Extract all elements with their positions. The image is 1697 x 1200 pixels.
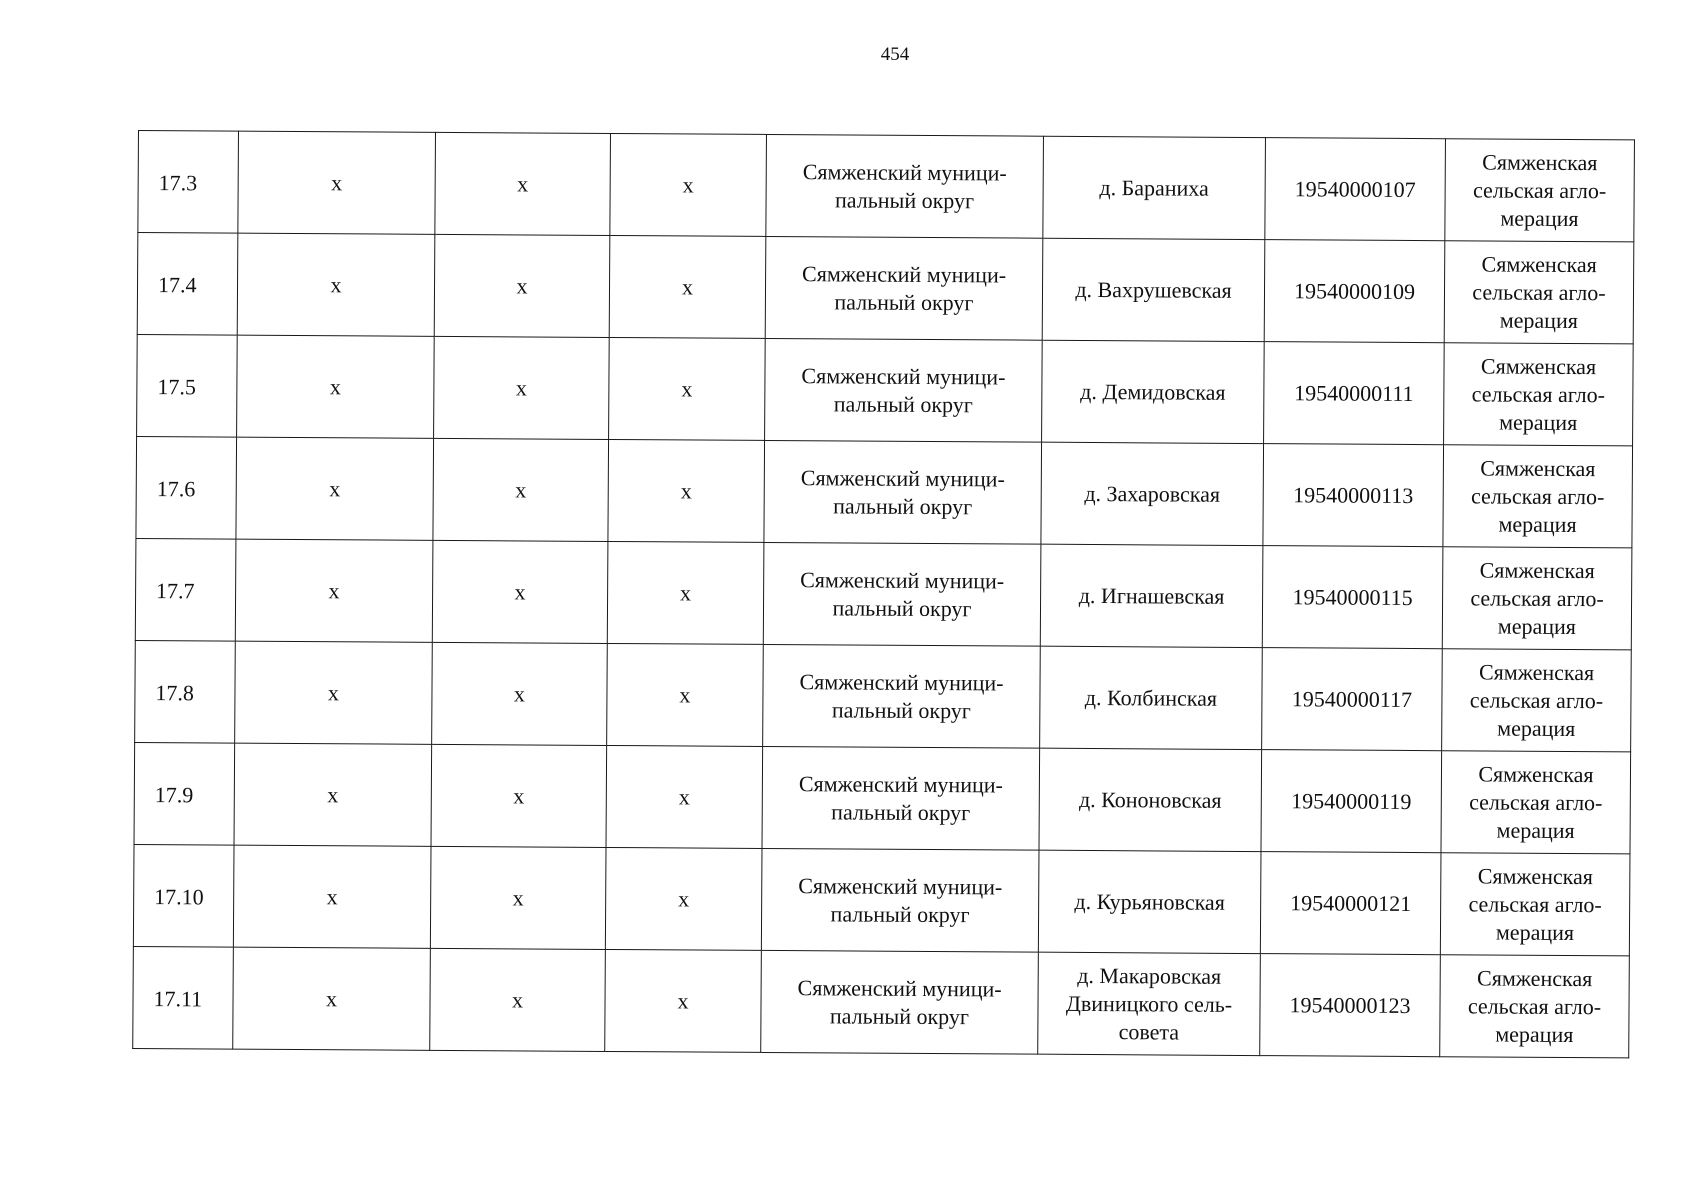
settlement-line: д. Захаровская — [1084, 480, 1221, 507]
row-number: 17.7 — [156, 578, 195, 604]
mark-cell — [236, 437, 434, 540]
mark-cell — [233, 947, 431, 1050]
agglomeration-cell — [1442, 547, 1632, 650]
mark-cell — [432, 642, 608, 745]
agglomeration-line: Сямженская — [1478, 760, 1594, 787]
code-cell — [1264, 240, 1445, 343]
mark-x: х — [682, 171, 694, 197]
municipality-line: Сямженский муници- — [800, 566, 1005, 593]
agglomeration-cell — [1445, 139, 1635, 242]
mark-cell — [235, 641, 433, 744]
municipality-cell — [763, 542, 1041, 646]
agglomeration-line: Сямженская — [1477, 862, 1593, 889]
agglomeration-line: Сямженская — [1480, 454, 1596, 481]
settlement-line: Двиницкого сель- — [1065, 990, 1233, 1017]
municipality-line: пальный округ — [831, 696, 971, 723]
agglomeration-line: мерация — [1498, 511, 1577, 537]
mark-cell — [610, 133, 767, 236]
settlement-line: д. Демидовская — [1080, 378, 1226, 405]
mark-cell — [434, 234, 610, 337]
agglomeration-cell — [1444, 241, 1634, 344]
agglomeration-line: сельская агло- — [1468, 890, 1602, 917]
mark-cell — [435, 132, 611, 235]
settlement-cell — [1042, 238, 1265, 341]
agglomeration-cell — [1440, 853, 1630, 956]
table-row — [133, 844, 1630, 955]
row-number-cell — [137, 334, 238, 437]
row-number-cell — [134, 742, 235, 845]
municipality-line: пальный округ — [834, 186, 975, 213]
row-number-cell — [136, 436, 237, 539]
mark-cell — [431, 744, 607, 847]
mark-cell — [606, 745, 763, 848]
municipality-line: Сямженский муници- — [801, 362, 1006, 389]
municipality-line: Сямженский муници- — [799, 668, 1004, 695]
agglomeration-line: Сямженская — [1480, 352, 1597, 379]
agglomeration-cell — [1444, 343, 1634, 446]
municipality-cell — [761, 950, 1039, 1054]
mark-cell — [607, 643, 764, 746]
code-cell — [1261, 750, 1442, 853]
row-number-cell — [133, 946, 234, 1049]
agglomeration-line: мерация — [1495, 919, 1575, 945]
settlement-code: 19540000109 — [1293, 277, 1416, 304]
agglomeration-line: сельская агло- — [1472, 176, 1607, 203]
agglomeration-cell — [1443, 445, 1633, 548]
row-number: 17.6 — [156, 476, 196, 502]
agglomeration-line: мерация — [1499, 409, 1578, 435]
agglomeration-line: сельская агло- — [1471, 380, 1606, 407]
municipality-line: Сямженский муници- — [798, 872, 1003, 899]
mark-x: х — [512, 884, 524, 910]
agglomeration-line: мерация — [1499, 307, 1578, 333]
municipality-line: пальный округ — [833, 390, 973, 417]
agglomeration-line: сельская агло- — [1470, 584, 1604, 611]
code-cell — [1260, 852, 1441, 955]
table-row — [136, 436, 1633, 547]
settlement-line: д. Бараниха — [1099, 174, 1209, 201]
mark-x: х — [681, 375, 693, 401]
row-number: 17.10 — [154, 884, 204, 910]
mark-x: х — [326, 883, 338, 909]
agglomeration-line: сельская агло- — [1469, 686, 1604, 713]
mark-cell — [609, 337, 766, 440]
mark-x: х — [679, 681, 691, 707]
table-row — [135, 538, 1632, 649]
municipality-line: пальный округ — [831, 798, 971, 825]
code-cell — [1263, 444, 1444, 547]
mark-cell — [237, 335, 435, 438]
row-number: 17.8 — [155, 680, 195, 706]
municipality-cell — [761, 848, 1039, 952]
table-row — [137, 334, 1634, 445]
municipality-line: пальный округ — [833, 492, 973, 519]
document-table-container — [132, 130, 1634, 1058]
page-number: 454 — [880, 44, 910, 65]
settlement-code: 19540000117 — [1291, 685, 1413, 712]
mark-x: х — [513, 782, 525, 808]
mark-x: х — [329, 475, 341, 501]
municipality-line: Сямженский муници- — [798, 770, 1003, 797]
mark-cell — [234, 743, 432, 846]
settlement-line: совета — [1118, 1018, 1180, 1045]
municipality-cell — [765, 338, 1043, 442]
mark-x: х — [511, 986, 524, 1012]
agglomeration-line: мерация — [1497, 715, 1576, 741]
row-number: 17.5 — [157, 374, 196, 400]
mark-x: х — [681, 273, 694, 299]
mark-x: х — [515, 476, 527, 502]
settlement-cell — [1042, 340, 1265, 443]
settlement-cell — [1043, 136, 1266, 239]
row-number-cell — [137, 233, 238, 336]
settlement-line: д. Вахрушевская — [1075, 276, 1232, 303]
table-row — [133, 946, 1630, 1057]
settlement-cell — [1038, 952, 1261, 1055]
agglomeration-line: сельская агло- — [1472, 278, 1606, 305]
mark-x: х — [515, 374, 527, 400]
settlement-line: д. Колбинская — [1084, 684, 1218, 711]
agglomeration-line: мерация — [1500, 205, 1579, 231]
agglomeration-line: сельская агло- — [1469, 788, 1603, 815]
municipality-line: пальный округ — [830, 900, 970, 927]
row-number-cell — [135, 538, 236, 641]
table-body — [133, 131, 1635, 1058]
municipality-cell — [765, 236, 1043, 340]
code-cell — [1260, 954, 1441, 1057]
municipality-line: Сямженский муници- — [797, 974, 1002, 1001]
settlement-code: 19540000115 — [1292, 583, 1413, 610]
mark-x: х — [327, 781, 339, 807]
settlement-line: д. Кононовская — [1078, 786, 1222, 813]
code-cell — [1262, 546, 1443, 649]
mark-cell — [235, 539, 433, 642]
mark-x: х — [330, 271, 342, 297]
mark-x: х — [678, 885, 690, 911]
row-number: 17.11 — [153, 986, 203, 1012]
mark-cell — [433, 438, 609, 541]
mark-cell — [605, 949, 762, 1052]
settlement-code: 19540000123 — [1289, 991, 1411, 1018]
mark-cell — [430, 948, 606, 1051]
settlement-code: 19540000111 — [1294, 379, 1414, 406]
settlement-code: 19540000119 — [1291, 787, 1412, 814]
settlements-table — [132, 130, 1635, 1058]
mark-x: х — [327, 679, 340, 705]
agglomeration-cell — [1440, 955, 1630, 1058]
code-cell — [1265, 138, 1446, 241]
settlement-line: д. Курьяновская — [1074, 888, 1225, 915]
mark-cell — [434, 336, 610, 439]
mark-cell — [607, 541, 764, 644]
row-number: 17.3 — [158, 170, 198, 196]
mark-x: х — [680, 477, 692, 503]
table-row — [134, 742, 1631, 853]
mark-cell — [609, 235, 766, 338]
mark-x: х — [325, 985, 338, 1011]
mark-x: х — [517, 170, 529, 196]
agglomeration-line: Сямженская — [1479, 556, 1595, 583]
agglomeration-cell — [1442, 649, 1632, 752]
mark-x: х — [331, 169, 343, 195]
municipality-cell — [763, 644, 1041, 748]
agglomeration-line: сельская агло- — [1470, 482, 1605, 509]
agglomeration-line: сельская агло- — [1467, 992, 1602, 1019]
municipality-cell — [766, 134, 1044, 238]
agglomeration-line: мерация — [1497, 613, 1577, 639]
municipality-line: Сямженский муници- — [800, 464, 1005, 491]
mark-cell — [233, 845, 431, 948]
settlement-cell — [1040, 544, 1263, 647]
settlement-cell — [1039, 748, 1262, 851]
mark-x: х — [328, 577, 340, 603]
settlement-line: д. Макаровская — [1077, 962, 1222, 989]
mark-cell — [608, 439, 765, 542]
table-row — [138, 131, 1635, 242]
municipality-line: пальный округ — [832, 594, 972, 621]
mark-x: х — [514, 578, 526, 604]
code-cell — [1262, 648, 1443, 751]
mark-x: х — [677, 987, 689, 1013]
mark-cell — [430, 846, 606, 949]
row-number-cell — [133, 844, 234, 947]
mark-cell — [237, 233, 435, 336]
agglomeration-line: Сямженская — [1478, 658, 1595, 685]
mark-cell — [605, 847, 762, 950]
agglomeration-line: Сямженская — [1481, 250, 1597, 277]
row-number-cell — [138, 131, 239, 234]
settlement-code: 19540000121 — [1290, 889, 1412, 916]
mark-x: х — [680, 579, 692, 605]
row-number: 17.9 — [154, 782, 194, 808]
municipality-cell — [764, 440, 1042, 544]
agglomeration-line: мерация — [1495, 1021, 1574, 1047]
agglomeration-line: мерация — [1496, 817, 1575, 843]
municipality-cell — [762, 746, 1040, 850]
settlement-line: д. Игнашевская — [1078, 582, 1225, 609]
row-number-cell — [135, 640, 236, 743]
agglomeration-cell — [1441, 751, 1631, 854]
code-cell — [1264, 342, 1445, 445]
settlement-cell — [1038, 850, 1261, 953]
table-row — [137, 233, 1634, 344]
settlement-code: 19540000113 — [1293, 481, 1414, 508]
row-number: 17.4 — [157, 272, 197, 298]
municipality-line: Сямженский муници- — [802, 260, 1007, 287]
mark-x: х — [329, 373, 341, 399]
agglomeration-line: Сямженская — [1477, 964, 1593, 991]
agglomeration-line: Сямженская — [1482, 148, 1598, 175]
mark-x: х — [516, 272, 528, 298]
mark-x: х — [678, 783, 690, 809]
mark-cell — [238, 131, 436, 234]
mark-x: х — [513, 680, 526, 706]
table-row — [135, 640, 1632, 751]
municipality-line: пальный округ — [834, 288, 974, 315]
municipality-line: пальный округ — [829, 1002, 970, 1029]
municipality-line: Сямженский муници- — [802, 158, 1007, 185]
mark-cell — [432, 540, 608, 643]
settlement-cell — [1041, 442, 1264, 545]
settlement-cell — [1040, 646, 1263, 749]
settlement-code: 19540000107 — [1294, 175, 1416, 202]
